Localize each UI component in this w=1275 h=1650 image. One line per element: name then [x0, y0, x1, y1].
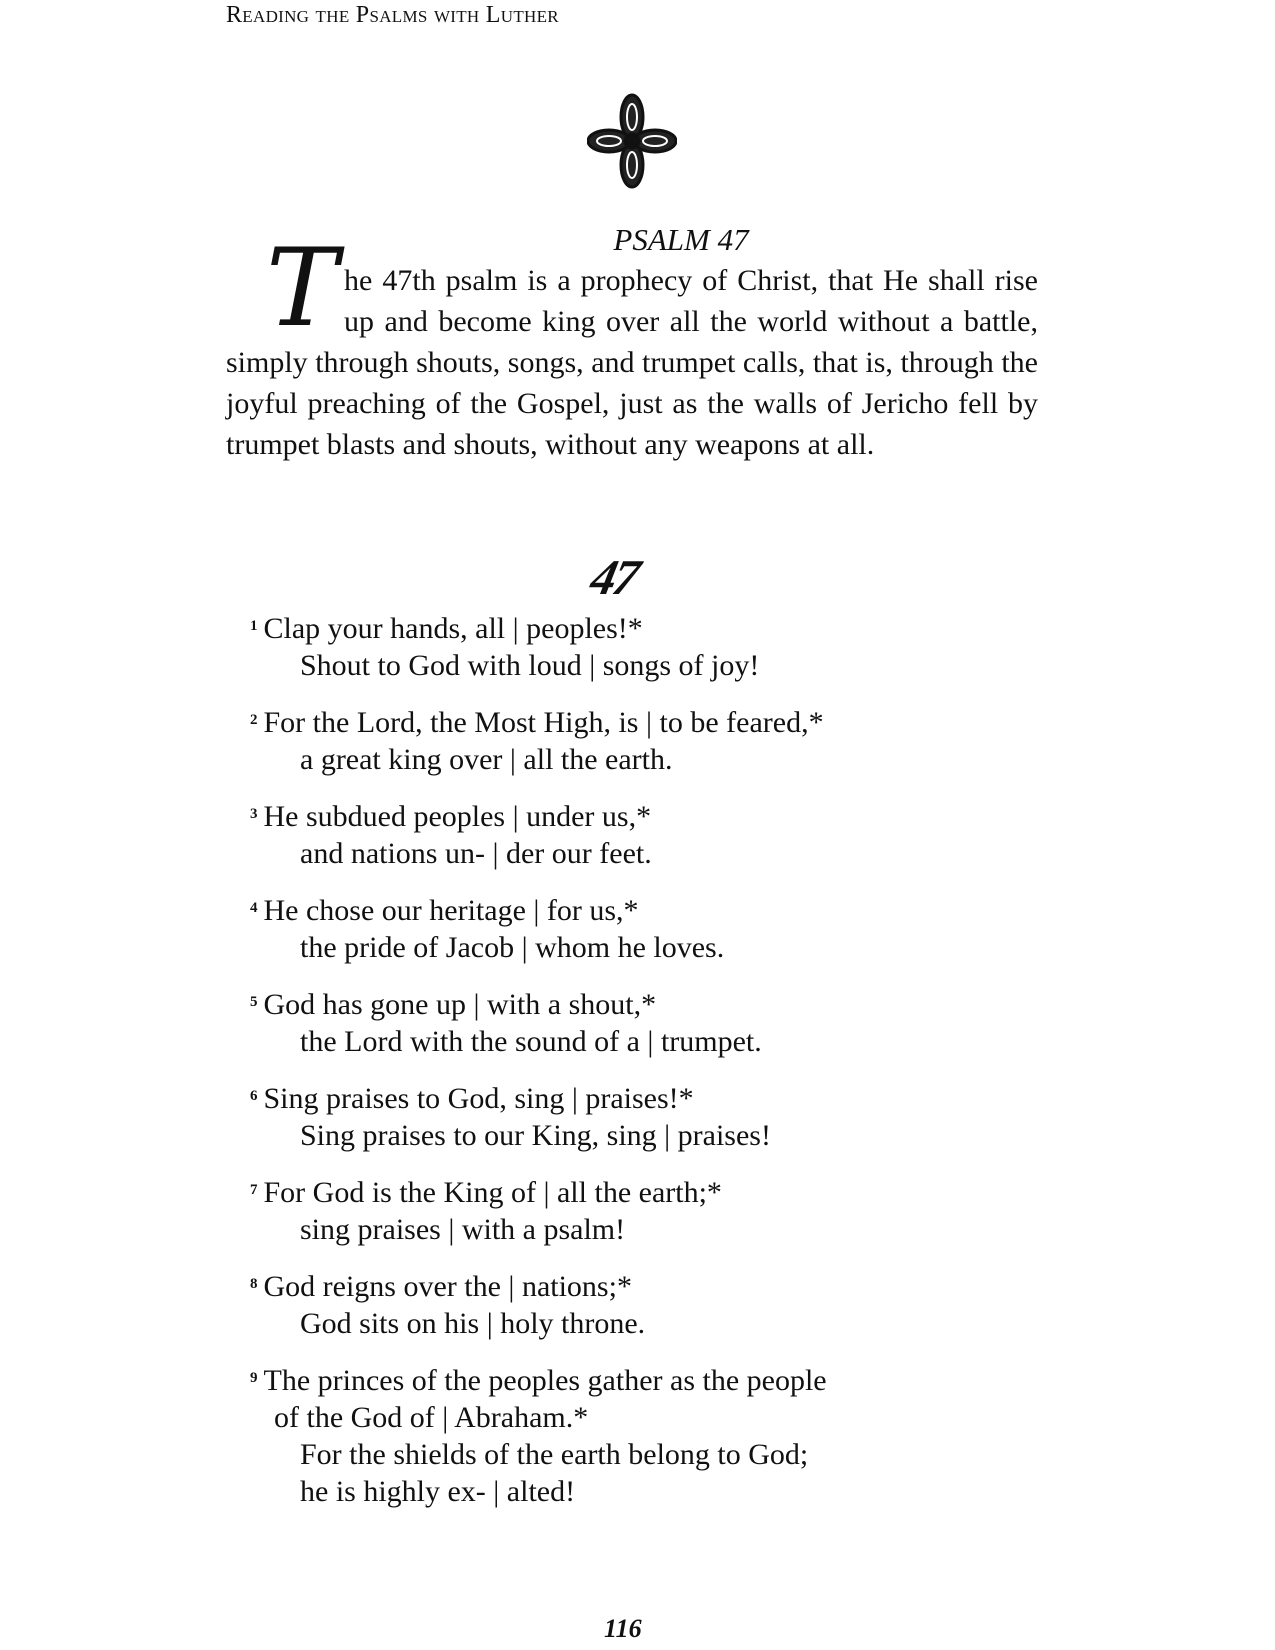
verse-line: He chose our heritage | for us,*	[263, 894, 639, 927]
page-number: 116	[604, 1614, 642, 1643]
verse-line: For God is the King of | all the earth;*	[263, 1176, 722, 1209]
verse-line-continued: of the God of | Abraham.*	[274, 1401, 589, 1434]
verse-line-indented: Sing praises to our King, sing | praises!	[300, 1119, 771, 1152]
verse-line: The princes of the peoples gather as the people	[263, 1364, 827, 1397]
verse-line-indented: the Lord with the sound of a | trumpet.	[300, 1025, 762, 1058]
intro-text: he 47th psalm is a prophecy of Christ, that He shall rise up and become king over all the world without a battle, simply through shouts, songs, and trumpet calls, that is, through the joyful preaching of the Gospel, just as the walls of Jericho fell by trumpet blasts and shouts, without any weapons at all.	[226, 264, 1038, 461]
verse-line: He subdued peoples | under us,*	[263, 800, 652, 833]
verse-line-indented: and nations un- | der our feet.	[300, 837, 652, 870]
verse-line-indented: Shout to God with loud | songs of joy!	[300, 649, 760, 682]
verse	[250, 1172, 1030, 1248]
verse	[250, 890, 1030, 966]
verse-line-indented: the pride of Jacob | whom he loves.	[300, 931, 725, 964]
verse	[250, 984, 1030, 1060]
verse-number: 5	[250, 994, 258, 1010]
verse-line-indented: For the shields of the earth belong to God;	[300, 1438, 809, 1471]
verse	[250, 1266, 1030, 1342]
verse-number: 4	[250, 900, 258, 916]
verse-number: 3	[250, 806, 258, 822]
verse-line: For the Lord, the Most High, is | to be feared,*	[263, 706, 824, 739]
verse-number: 1	[250, 618, 258, 634]
verse-number: 2	[250, 712, 258, 728]
verses-list	[250, 608, 1030, 1528]
verse-number: 9	[250, 1370, 258, 1386]
verse	[250, 1078, 1030, 1154]
verse-line-indented: sing praises | with a psalm!	[300, 1213, 626, 1246]
verse-line-indented: God sits on his | holy throne.	[300, 1307, 646, 1340]
psalm-number: 47	[586, 549, 642, 605]
verse	[250, 1360, 1030, 1510]
verse-number: 6	[250, 1088, 258, 1104]
verse-line: God has gone up | with a shout,*	[263, 988, 657, 1021]
verse-line-indented: he is highly ex- | alted!	[300, 1475, 576, 1508]
intro-section	[226, 220, 1038, 465]
verse-number: 8	[250, 1276, 258, 1292]
verse	[250, 796, 1030, 872]
verse	[250, 608, 1030, 684]
running-head: Reading the Psalms with Luther	[226, 2, 559, 28]
psalm-title: PSALM 47	[613, 222, 749, 257]
verse-number: 7	[250, 1182, 258, 1198]
verse-line: Sing praises to God, sing | praises!*	[263, 1082, 694, 1115]
verse-line-indented: a great king over | all the earth.	[300, 743, 673, 776]
verse-line: Clap your hands, all | peoples!*	[263, 612, 643, 645]
verse-line: God reigns over the | nations;*	[263, 1270, 632, 1303]
cross-ornament-icon	[587, 90, 677, 192]
verse	[250, 702, 1030, 778]
drop-cap: T	[266, 226, 339, 351]
